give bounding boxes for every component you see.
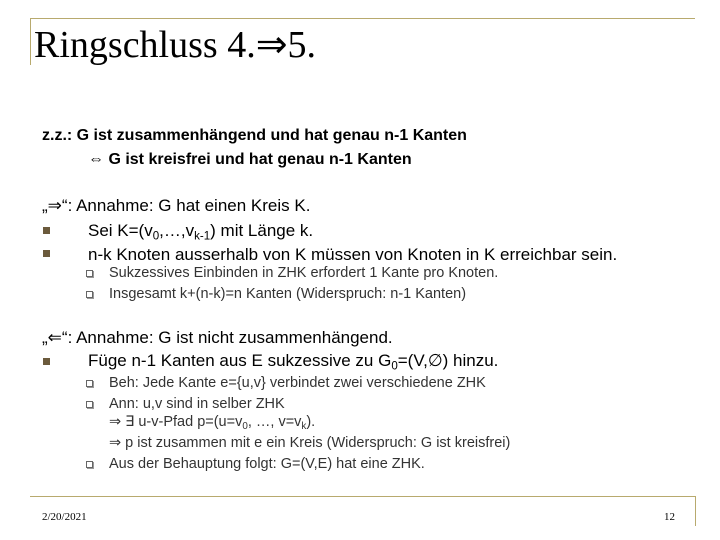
footer-date: 2/20/2021 [42, 511, 87, 523]
backward-heading: „⇐“: Annahme: G ist nicht zusammenhängend. [42, 328, 393, 347]
forward-heading: „⇒“: Annahme: G hat einen Kreis K. [42, 196, 311, 215]
backward-sub-4: ⇒ p ist zusammen mit e ein Kreis (Widerspruch: G ist kreisfrei) [109, 435, 511, 451]
square-bullet-icon [43, 250, 50, 257]
hollow-bullet-icon [86, 401, 93, 408]
hollow-bullet-icon [86, 461, 93, 468]
claim-line-1: z.z.: G ist zusammenhängend und hat genau n-1 Kanten [42, 127, 467, 144]
backward-sub-3: ⇒ ∃ u-v-Pfad $p=(u=v_0$, …, $v=v_k$). [109, 414, 316, 432]
forward-sub-2: Insgesamt k+(n-k)=n Kanten (Widerspruch: n-1 Kanten) [109, 286, 467, 302]
footer-rule [30, 496, 695, 497]
square-bullet-icon [43, 227, 50, 234]
frame-top-rule [30, 18, 695, 19]
hollow-bullet-icon [86, 380, 93, 387]
forward-item-1: Sei $K=(v_0,\dots,v_{k-1})$ mit Länge k. [88, 221, 314, 243]
claim-line-2: ⇔ G ist kreisfrei und hat genau n-1 Kanten [88, 151, 412, 168]
square-bullet-icon [43, 358, 50, 365]
frame-left-rule [30, 18, 31, 65]
hollow-bullet-icon [86, 291, 93, 298]
slide-title: Ringschluss 4.⇒5. [34, 24, 317, 66]
backward-item-1: Füge n-1 Kanten aus E sukzessive zu $G_0=(V,\emptyset)$ hinzu. [88, 351, 499, 373]
page-number: 12 [664, 511, 675, 523]
footer-right-rule [695, 496, 696, 526]
backward-sub-2: Ann: u,v sind in selber ZHK [109, 396, 285, 412]
backward-sub-1: Beh: Jede Kante e={u,v} verbindet zwei verschiedene ZHK [109, 375, 486, 391]
hollow-bullet-icon [86, 270, 93, 277]
forward-item-2: n-k Knoten ausserhalb von K müssen von Knoten in K erreichbar sein. [88, 245, 618, 264]
backward-sub-5: Aus der Behauptung folgt: G=(V,E) hat eine ZHK. [109, 456, 425, 472]
forward-sub-1: Sukzessives Einbinden in ZHK erfordert 1 Kante pro Knoten. [109, 265, 499, 281]
